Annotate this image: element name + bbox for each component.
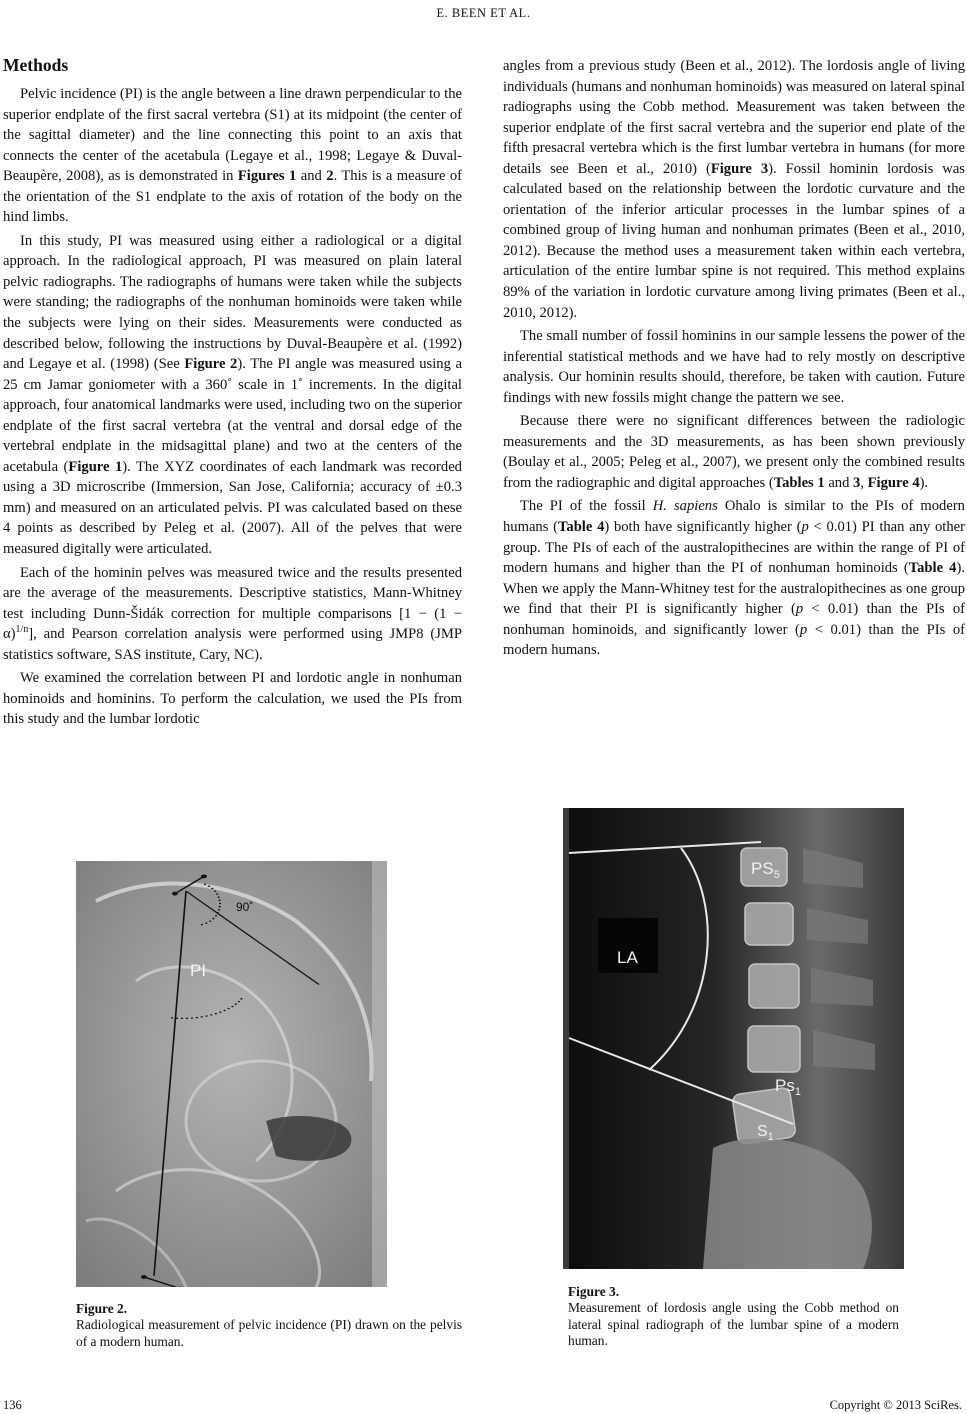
label-ps5: $PS_5$: [751, 859, 780, 881]
label-s1: $S_1$: [757, 1123, 774, 1143]
figure-3-caption: [568, 1284, 899, 1350]
paragraph: We examined the correlation between PI and lordotic angle in nonhuman hominoids and hominins. To perform the calculation, we used the PIs from this study and the lumbar lordotic: [3, 670, 462, 728]
page-number: 136: [3, 1398, 22, 1412]
right-column: [503, 56, 965, 664]
figure-2-title: Figure 2.: [76, 1301, 128, 1316]
paragraph: In this study, PI was measured using either a radiological or a digital approach. In the radiological approach, PI was measured on plain lateral pelvic radiographs. The radiographs of humans were taken while the subjects were standing; the radiographs of the nonhuman hominoids were taken while the subjects were lying on their sides. Measurements were conducted as described below, following the instructions by Duval-Beaupère et al. (1992) and Legaye et al. (1998) (See Figure 2). The PI angle was measured using a 25 cm Jamar goniometer with a 360˚ scale in 1˚ increments. In the digital approach, four anatomical landmarks were used, including two on the superior endplate of the first sacral vertebra (at the ventral and dorsal edge of the vertebral endplate in the midsagittal plane) and two at the centers of the acetabula (Figure 1). The XYZ coordinates of each landmark was recorded using a 3D microscribe (Immersion, San Jose, California; accuracy of ±0.3 mm) and measured on an articulated pelvis. PI was calculated based on these 4 points as described by Peleg et al. (2007). All of the pelves that were measured digitally were articulated.: [3, 232, 462, 558]
figure-2-radiograph: [76, 861, 387, 1287]
copyright: Copyright © 2013 SciRes.: [829, 1398, 962, 1412]
paragraph: Because there were no significant differences between the radiologic measurements and the 3D measurements, as has been shown previously (Boulay et al., 2005; Peleg et al., 2007), we present only the combined results from the radiographic and digital approaches (Tables 1 and 3, Figure 4).: [503, 413, 965, 491]
running-head: E. BEEN ET AL.: [436, 6, 531, 20]
paragraph: The PI of the fossil H. sapiens Ohalo is similar to the PIs of modern humans (Table 4) both have significantly higher (p < 0.01) PI than any other group. The PIs of each of the australopithecines are within the range of PI of modern humans and higher than the PI of nonhuman hominoids (Table 4). When we apply the Mann-Whitney test for the australopithecines as one group we find that their PI is significantly higher (p < 0.01) than the PIs of nonhuman hominoids, and significantly lower (p < 0.01) than the PIs of modern humans.: [503, 498, 965, 659]
section-heading: Methods: [3, 55, 69, 75]
paragraph: Each of the hominin pelves was measured twice and the results presented are the average of the measurements. Descriptive statistics, Mann-Whitney test including Dunn-Šidák correction for multiple comparisons $[1 - (1 - \alpha)^{1/n}]$, and Pearson correlation analysis were performed using JMP8 (JMP statistics software, SAS institute, Cary, NC).: [3, 564, 462, 663]
figure-2-caption-text: Radiological measurement of pelvic incidence (PI) drawn on the pelvis of a modern human.: [76, 1317, 462, 1349]
landmark-point: [172, 892, 178, 896]
pelvis-radiograph-drawing: [76, 861, 387, 1287]
figure-3-title: Figure 3.: [568, 1284, 620, 1299]
figure-3-radiograph: [563, 808, 904, 1269]
left-column: [3, 54, 462, 733]
spine-radiograph-drawing: [563, 808, 904, 1269]
landmark-point: [141, 1275, 147, 1279]
figure-2-caption: [76, 1301, 462, 1350]
paragraph: The small number of fossil hominins in our sample lessens the power of the inferential statistical methods and we have had to rely mostly on descriptive analysis. Our hominin results should, therefore, be taken with caution. Future findings with new fossils might change the pattern we see.: [503, 328, 965, 406]
label-la: LA: [617, 948, 638, 967]
figure-3-caption-text: Measurement of lordosis angle using the Cobb method on lateral spinal radiograph of the lumbar spine of a modern human.: [568, 1300, 899, 1349]
landmark-point: [201, 874, 207, 878]
paragraph: angles from a previous study (Been et al., 2012). The lordosis angle of living individuals (humans and nonhuman hominoids) was measured on lateral spinal radiographs using the Cobb method. Measurement was taken between the superior endplate of the first sacral vertebra and the superior end plate of the fifth presacral vertebra which is the first lumbar vertebra in humans (for more details see Been et al., 2010) (Figure 3). Fossil hominin lordosis was calculated based on the relationship between the lordotic curvature and the orientation of the inferior articular processes in the lumbar spines of a combined group of living human and nonhuman primates (Been et al., 2010, 2012). Because the method uses a measurement taken within each vertebra, articulation of the entire lumbar spine is not required. This method explains 89% of the variation in lordotic curvature among living primates (Been et al., 2010, 2012).: [503, 58, 965, 321]
label-90-degrees: 90˚: [236, 900, 254, 914]
paragraph: Pelvic incidence (PI) is the angle between a line drawn perpendicular to the superior endplate of the first sacral vertebra (S1) at its midpoint (the center of the sagittal diameter) and the line connecting this point to an axis that connects the center of the acetabula (Legaye et al., 1998; Legaye & Duval-Beaupère, 2008), as is demonstrated in Figures 1 and 2. This is a measure of the orientation of the S1 endplate to the axis of rotation of the body on the hind limbs.: [3, 86, 463, 226]
label-pi: PI: [190, 961, 207, 980]
label-ps1: $Ps_1$: [775, 1076, 801, 1098]
